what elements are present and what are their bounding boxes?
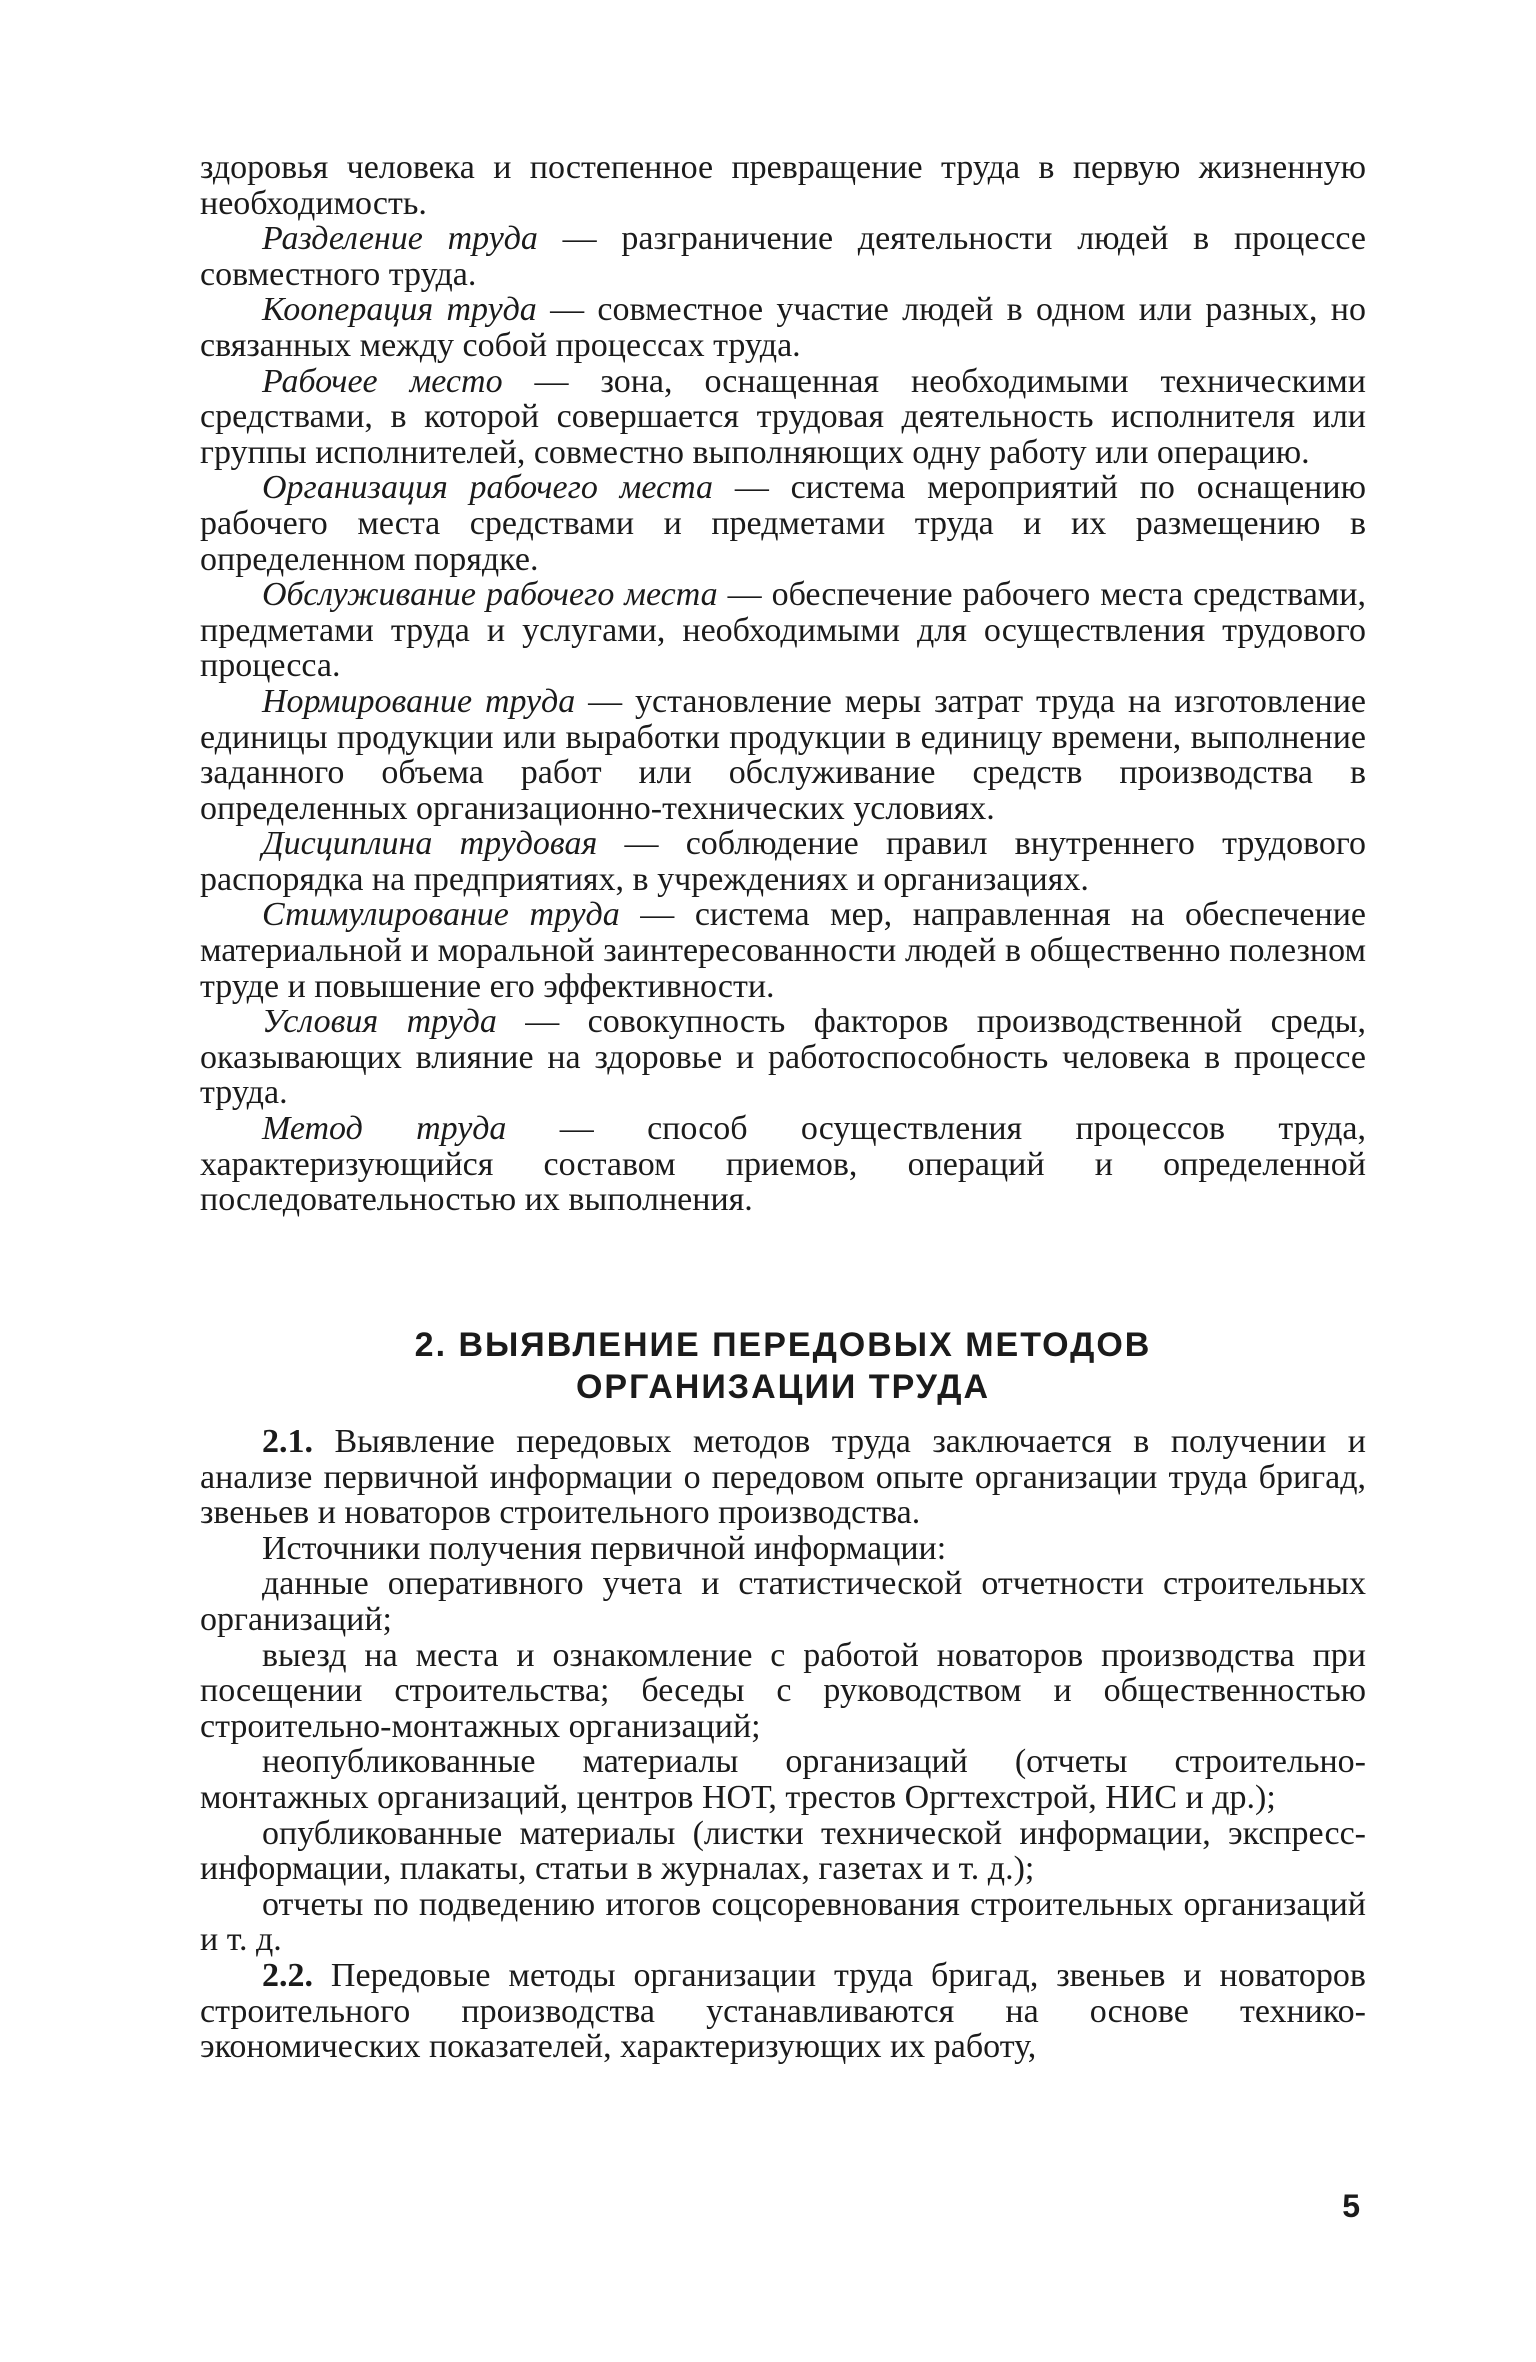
definition-text: — способ осуществления процессов труда, характеризующийся составом приемов, операций и определенной последовательностью их выполнения. xyxy=(200,1110,1366,1219)
section-heading xyxy=(200,1324,1366,1408)
source-item: опубликованные материалы (листки технической информации, экспресс-информации, плакаты, статьи в журналах, газетах и т. д.); xyxy=(200,1814,1366,1888)
sources-intro: Источники получения первичной информации: xyxy=(262,1529,947,1567)
definition-paragraph xyxy=(200,292,1366,363)
definitions-block xyxy=(200,150,1366,1218)
source-item: неопубликованные материалы организаций (отчеты строительно-монтажных организаций, центров НОТ, трестов Оргтехстрой, НИС и др.); xyxy=(200,1743,1366,1816)
paragraph-number: 2.2. xyxy=(262,1956,313,1994)
definition-paragraph xyxy=(200,897,1366,1004)
definition-term: Рабочее место xyxy=(262,362,503,400)
definition-text: — зона, оснащенная необходимыми техническими средствами, в которой совершается трудовая деятельность исполнителя или группы исполнителей, совместно выполняющих одну работу или операцию. xyxy=(200,362,1366,471)
section-paragraph xyxy=(200,1958,1366,2065)
definition-term: Нормирование труда xyxy=(262,682,576,720)
intro-paragraph: здоровья человека и постепенное превращение труда в первую жизненную необходимость. xyxy=(200,149,1366,222)
source-item: отчеты по подведению итогов соцсоревнования строительных организаций и т. д. xyxy=(200,1885,1366,1959)
definition-term: Дисциплина трудовая xyxy=(262,825,598,863)
definition-term: Обслуживание рабочего места xyxy=(262,576,718,614)
definition-paragraph xyxy=(200,364,1366,471)
section-heading-line: 2. ВЫЯВЛЕНИЕ ПЕРЕДОВЫХ МЕТОДОВ xyxy=(414,1326,1152,1364)
definition-text: — обеспечение рабочего места средствами, предметами труда и услугами, необходимыми для осуществления трудового процесса. xyxy=(200,576,1366,685)
definition-paragraph xyxy=(200,826,1366,897)
definition-paragraph xyxy=(200,1004,1366,1111)
definition-text: — установление меры затрат труда на изготовление единицы продукции или выработки продукции в единицу времени, выполнение заданного объема работ или обслуживание средств производства в определенных организационно-технических условиях. xyxy=(200,682,1366,827)
definition-paragraph xyxy=(200,221,1366,292)
paragraph-number: 2.1. xyxy=(262,1423,313,1460)
section-paragraph xyxy=(200,1424,1366,1531)
definition-term: Кооперация труда xyxy=(262,291,537,329)
definition-text: — система мероприятий по оснащению рабочего места средствами и предметами труда и их размещению в определенном порядке. xyxy=(200,469,1366,578)
definition-term: Организация рабочего места xyxy=(262,469,714,507)
paragraph-text: Передовые методы организации труда бригад, звеньев и новаторов строительного производства устанавливаются на основе технико-экономических показателей, характеризующих их работу, xyxy=(200,1956,1366,2066)
definition-term: Стимулирование труда xyxy=(262,896,620,934)
section-body xyxy=(200,1424,1366,2065)
paragraph-text: Выявление передовых методов труда заключается в получении и анализе первичной информации о передовом опыте организации труда бригад, звеньев и новаторов строительного производства. xyxy=(200,1423,1366,1532)
section-heading-line: ОРГАНИЗАЦИИ ТРУДА xyxy=(575,1368,990,1406)
definition-text: — разграничение деятельности людей в процессе совместного труда. xyxy=(200,220,1366,293)
definition-text: — совокупность факторов производственной среды, оказывающих влияние на здоровье и работоспособность человека в процессе труда. xyxy=(200,1003,1366,1112)
source-item: выезд на места и ознакомление с работой новаторов производства при посещении строительства; беседы с руководством и общественностью строительно-монтажных организаций; xyxy=(200,1636,1366,1745)
definition-text: — совместное участие людей в одном или разных, но связанных между собой процессах труда. xyxy=(200,291,1366,364)
definition-paragraph xyxy=(200,684,1366,826)
definition-text: — соблюдение правил внутреннего трудового распорядка на предприятиях, в учреждениях и организациях. xyxy=(200,825,1366,898)
definition-term: Метод труда xyxy=(262,1110,507,1148)
definition-paragraph xyxy=(200,577,1366,684)
definition-term: Разделение труда xyxy=(262,220,538,258)
definition-text: — система мер, направленная на обеспечение материальной и моральной заинтересованности людей в общественно полезном труде и повышение его эффективности. xyxy=(200,896,1366,1005)
definition-term: Условия труда xyxy=(262,1003,497,1041)
definition-paragraph xyxy=(200,1111,1366,1218)
source-item: данные оперативного учета и статистической отчетности строительных организаций; xyxy=(200,1565,1366,1638)
page-number: 5 xyxy=(1342,2188,1360,2224)
definition-paragraph xyxy=(200,470,1366,577)
